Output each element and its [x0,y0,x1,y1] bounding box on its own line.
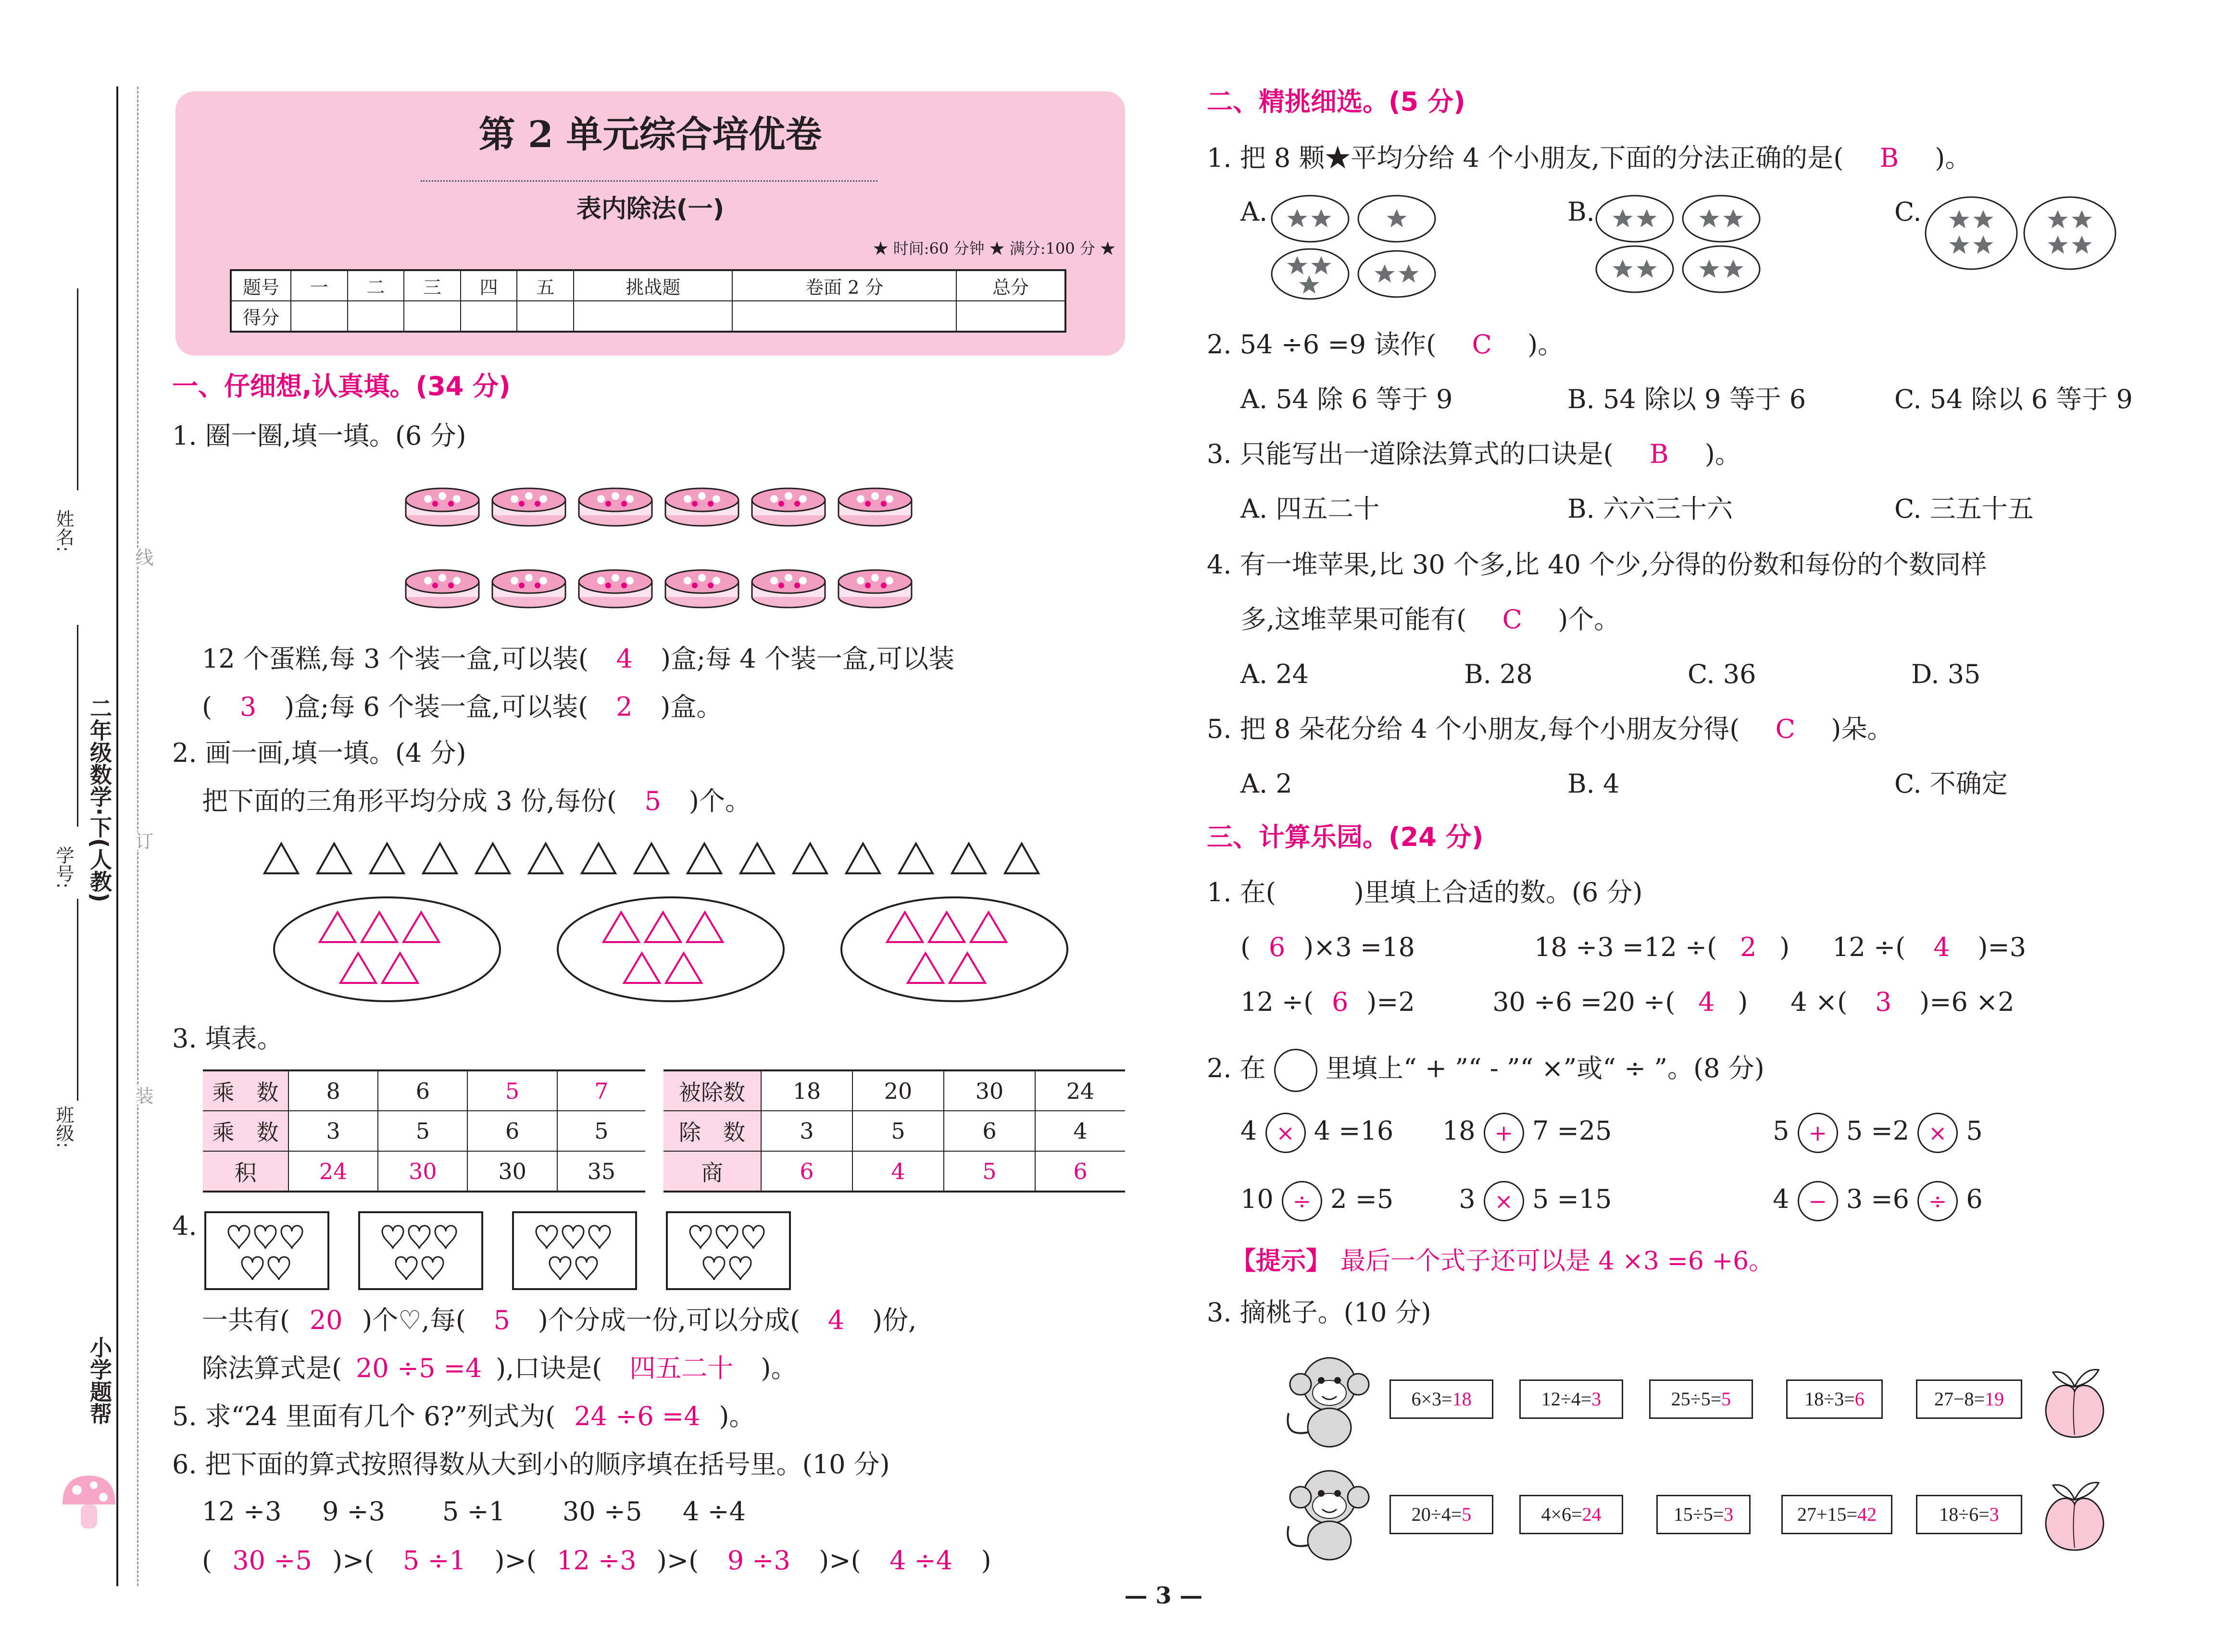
fill-table-divide [663,1069,1125,1192]
q1-answer-1[interactable]: 4 [616,644,633,674]
operator-circle[interactable]: + [1798,1113,1838,1153]
p3-text: )=6 ×2 [1919,987,2015,1017]
q4-text: )个分成一份,可以分成( [538,1305,801,1335]
equation-text: 18÷3= [1804,1388,1855,1410]
peach-equation [1781,1495,1892,1534]
score-table-header-row [231,270,1065,301]
mushroom-logo [58,1471,120,1533]
score-input[interactable] [348,301,404,332]
p3-q1-answer[interactable]: 6 [1268,932,1286,962]
table-row [663,1151,1125,1192]
equation-answer[interactable]: 42 [1857,1503,1877,1525]
p3-q1-answer[interactable]: 6 [1332,987,1349,1017]
p2-q5-answer[interactable]: C [1775,714,1795,744]
p3-text: ) [1779,932,1790,962]
table-row [663,1111,1125,1151]
q5-text: )。 [719,1401,755,1431]
q1-line2 [202,692,722,722]
score-cell: 总分 [956,270,1065,301]
p2-q1-option-b-label: B. [1567,197,1595,227]
peach-equation [1916,1379,2022,1419]
q1-answer-2[interactable]: 3 [239,692,257,722]
score-input[interactable] [461,301,517,332]
table-cell: 6 [378,1070,467,1111]
table-cell: 24 [1066,1078,1095,1104]
p2-q4-answer[interactable]: C [1502,604,1522,634]
table-cell: 3 [761,1111,852,1151]
score-input[interactable] [404,301,461,332]
q2-answer[interactable]: 5 [644,786,662,816]
score-cell: 挑战题 [574,270,732,301]
score-input[interactable] [574,301,732,332]
p3-q2-num: 5 [1773,1116,1790,1146]
q1-text: )盒;每 4 个装一盒,可以装 [660,644,955,674]
row-label: 乘 数 [203,1070,288,1111]
p2-q4-option-c[interactable]: C. 36 [1688,659,1756,689]
peach-equation [1916,1495,2022,1534]
p2-q3-answer[interactable]: B [1649,439,1669,469]
table-answer-cell[interactable]: 30 [378,1151,467,1192]
p3-q3-prompt: 3. 摘桃子。(10 分) [1207,1297,1431,1328]
p2-q4-line2 [1240,605,1620,634]
p3-q1-answer[interactable]: 4 [1933,932,1950,962]
page-title: 第 2 单元综合培优卷 [478,113,822,156]
p2-q3-option-c[interactable]: C. 三五十五 [1894,494,2034,524]
id-label: 学号: [53,846,74,889]
q1-text: )盒。 [660,692,723,722]
row-label: 积 [203,1151,288,1192]
q3-prompt: 3. 填表。 [172,1023,283,1054]
p3-q2-text: 5 =15 [1532,1184,1612,1214]
equation-answer[interactable]: 24 [1582,1503,1602,1525]
q1-prompt: 1. 圈一圈,填一填。(6 分) [172,421,466,451]
q4-line2 [202,1354,797,1383]
p3-q2-text: 5 =2 [1846,1116,1909,1146]
table-row [203,1111,645,1151]
p3-text: )=3 [1978,932,2027,962]
equation-answer[interactable]: 5 [1721,1388,1731,1410]
p3-q1-row2 [1240,987,2015,1017]
page-subtitle: 表内除法(一) [576,195,725,224]
table-answer-cell[interactable]: 6 [1073,1158,1088,1184]
equation-answer[interactable]: 18 [1452,1388,1472,1410]
p2-q4-text: 多,这堆苹果可能有( [1240,604,1467,634]
table-answer-cell[interactable]: 5 [467,1070,557,1111]
q6-prompt: 6. 把下面的算式按照得数从大到小的顺序填在括号里。(10 分) [172,1449,890,1479]
p2-q4-option-b[interactable]: B. 28 [1464,659,1533,689]
p2-q2-option-c[interactable]: C. 54 除以 6 等于 9 [1894,384,2133,414]
operator-circle[interactable]: × [1265,1113,1306,1153]
p3-text: 18 ÷3 =12 ÷( [1534,932,1717,962]
table-cell: 20 [852,1070,944,1111]
q6-answer[interactable]: 5 ÷1 [402,1545,466,1576]
p3-text: ( [1240,932,1251,962]
q6-answer[interactable]: 4 ÷4 [889,1545,953,1576]
operator-circle[interactable]: × [1484,1181,1524,1221]
peach-equation [1649,1379,1753,1419]
equation-answer[interactable]: 5 [1462,1503,1472,1525]
q4-answer-1[interactable]: 20 [309,1305,343,1335]
score-input[interactable] [956,301,1065,332]
table-cell: 8 [288,1070,378,1111]
equation-text: 6×3= [1411,1388,1452,1410]
p3-q2-num: 10 [1240,1184,1274,1214]
p2-q1-text: )。 [1935,143,1971,173]
q1-text: ( [202,692,213,722]
q4-text: 一共有( [202,1305,290,1335]
page-number: — 3 — [1124,1582,1203,1609]
peach-equation [1389,1495,1493,1534]
table-row [203,1151,645,1192]
q6-expr: 12 ÷3 [202,1496,282,1527]
triangle-row [262,839,1055,877]
q4-answer-3[interactable]: 4 [827,1305,845,1335]
class-label: 班级: [53,1105,74,1148]
score-cell: 一 [291,270,348,301]
peach-equation [1786,1379,1883,1419]
p3-text: 12 ÷( [1240,987,1314,1017]
operator-circle[interactable]: ÷ [1917,1181,1958,1221]
brand-label: 小学题帮 [87,1336,113,1425]
q2-text: 把下面的三角形平均分成 3 份,每份( [202,786,617,816]
score-cell: 得分 [231,301,291,332]
p2-q2-text: )。 [1527,329,1564,360]
p3-q2-prompt [1207,1048,1765,1092]
p2-q4-text: )个。 [1558,604,1620,634]
p2-q2-line [1207,330,1564,360]
p3-q2-text: 7 =25 [1532,1116,1612,1146]
equation-text: 12÷4= [1541,1388,1592,1410]
hint-label: 【提示】 [1231,1247,1331,1276]
equation-answer[interactable]: 3 [1724,1503,1734,1525]
equation-text: 4×6= [1541,1503,1582,1525]
part2-heading: 二、精挑细选。(5 分) [1207,87,1465,117]
q5-answer[interactable]: 24 ÷6 =4 [574,1401,701,1431]
q2-text: )个。 [688,786,751,816]
p3-q2-num: 4 [1240,1116,1257,1146]
heart-boxes [204,1211,801,1293]
q4-text: 除法算式是( [202,1353,342,1383]
table-cell: 4 [1073,1118,1088,1144]
monkey-icon [1274,1464,1385,1565]
equation-text: 20÷4= [1411,1503,1462,1525]
p2-q5-line [1207,714,1893,744]
p3-q2-num: 5 [1966,1116,1983,1146]
q6-answer[interactable]: 9 ÷3 [727,1545,790,1576]
p2-q3-text: )。 [1704,439,1741,469]
p2-q3-option-a[interactable]: A. 四五二十 [1240,494,1380,524]
hint-line [1231,1247,1774,1276]
p3-q2-num: 3 [1459,1184,1476,1214]
row-label: 被除数 [663,1070,761,1111]
p3-q2-text: 里填上“ + ”“ - ”“ ×”或“ ÷ ”。(8 分) [1326,1053,1765,1083]
p2-q5-option-b[interactable]: B. 4 [1567,769,1620,799]
peach-icon [2034,1473,2115,1555]
q4-text: )个♡,每( [362,1305,466,1335]
table-answer-cell[interactable]: 24 [288,1151,378,1192]
table-answer-cell[interactable]: 6 [761,1151,852,1192]
p3-q1-answer[interactable]: 4 [1698,987,1715,1017]
p3-text: 30 ÷6 =20 ÷( [1492,987,1676,1017]
table-cell: 3 [288,1111,378,1151]
table-row [203,1070,645,1111]
part3-heading: 三、计算乐园。(24 分) [1207,822,1484,852]
q6-answers: ( 30 ÷5 )>( 5 ÷1 )>( 12 ÷3 )>( 9 ÷3 )>( 4 ÷4 ) [202,1545,991,1576]
cut-mark-line: 线 [132,548,153,566]
p3-q2-text: 3 =6 [1846,1184,1909,1214]
p3-q2-text: 4 =16 [1314,1116,1394,1146]
q6-answer[interactable]: 30 ÷5 [232,1545,312,1576]
table-cell: 5 [594,1118,609,1144]
equation-text: 18÷6= [1939,1503,1990,1525]
score-table-score-row [231,301,1065,332]
star-options [1269,190,2125,305]
score-cell: 四 [461,270,517,301]
q5-text: 5. 求“24 里面有几个 6?”列式为( [172,1401,556,1431]
p2-q4-line1: 4. 有一堆苹果,比 30 个多,比 40 个少,分得的份数和每份的个数同样 [1207,549,1987,580]
id-underline [77,625,78,827]
p3-q1-prompt: 1. 在( )里填上合适的数。(6 分) [1207,877,1643,907]
q6-expr: 5 ÷1 [442,1496,506,1527]
table-cell: 35 [587,1158,616,1184]
p2-q5-option-c[interactable]: C. 不确定 [1894,769,2008,799]
q6-expr: 4 ÷4 [683,1496,746,1527]
blank-circle-icon [1274,1049,1317,1092]
q4-answer-4[interactable]: 20 ÷5 =4 [355,1353,482,1383]
q4-text: )份, [872,1305,917,1335]
table-cell: 30 [944,1070,1035,1111]
name-label: 姓名: [53,509,74,552]
score-cell: 三 [404,270,461,301]
score-cell: 二 [348,270,404,301]
score-input[interactable] [291,301,348,332]
exam-meta: ★ 时间:60 分钟 ★ 满分:100 分 ★ [873,239,1115,258]
p3-text: 4 ×( [1790,987,1848,1017]
p2-q5-text: )朵。 [1831,714,1893,744]
table-cell: 6 [467,1111,557,1151]
monkey-icon [1274,1351,1385,1452]
grade-label: 二年级数学·下(人教) [87,697,113,903]
equation-answer[interactable]: 6 [1854,1388,1865,1410]
table-cell: 18 [761,1070,852,1111]
p2-q4-option-d[interactable]: D. 35 [1911,659,1981,689]
q1-line1 [202,644,954,674]
score-cell: 五 [517,270,574,301]
peach-equation [1389,1379,1493,1419]
q4-text: )。 [761,1353,797,1383]
class-underline [77,899,78,1101]
cake-grid [404,476,923,620]
p3-text: )×3 =18 [1303,932,1415,962]
p3-q2-text: 2. 在 [1207,1053,1266,1083]
p3-q2-num: 4 [1773,1184,1790,1214]
score-table [230,269,1066,333]
q2-prompt: 2. 画一画,填一填。(4 分) [172,738,466,768]
cut-mark-ding: 订 [132,832,153,850]
peach-equation [1519,1495,1623,1534]
q4-text: ),口诀是( [496,1353,602,1383]
q4-answer-2[interactable]: 5 [493,1305,510,1335]
hint-text: 最后一个式子还可以是 4 ×3 =6 +6。 [1340,1247,1774,1276]
q1-text: 12 个蛋糕,每 3 个装一盒,可以装( [202,644,588,674]
table-cell: 6 [944,1111,1035,1151]
table-cell: 5 [378,1111,467,1151]
table-row [663,1070,1125,1111]
p3-q1-answer[interactable]: 3 [1875,987,1892,1017]
score-input[interactable] [732,301,956,332]
q6-expr: 9 ÷3 [322,1496,386,1527]
p3-q2-row1 [1240,1110,1983,1153]
p2-q2-answer[interactable]: C [1472,329,1492,360]
q5-line [172,1402,755,1431]
table-answer-cell[interactable]: 7 [594,1078,609,1104]
p2-q3-option-b[interactable]: B. 六六三十六 [1567,494,1733,524]
equation-text: 27−8= [1934,1388,1985,1410]
q1-text: )盒;每 6 个装一盒,可以装( [284,692,588,722]
p2-q1-line [1207,143,1971,173]
q6-answer[interactable]: 12 ÷3 [557,1545,637,1576]
p2-q3-line [1207,439,1741,469]
p2-q2-option-a[interactable]: A. 54 除 6 等于 9 [1240,384,1453,414]
score-cell: 题号 [231,270,291,301]
peach-equation [1519,1379,1623,1419]
p2-q1-answer[interactable]: B [1879,143,1899,173]
peach-icon [2034,1360,2115,1442]
title-rule [421,180,877,182]
equation-text: 15÷5= [1673,1503,1724,1525]
table-cell: 5 [852,1111,944,1151]
fill-table-multiply [203,1069,645,1192]
name-underline [77,288,78,490]
p2-q4-option-a[interactable]: A. 24 [1240,659,1309,689]
p3-q2-num: 18 [1442,1116,1476,1146]
operator-circle[interactable]: ÷ [1282,1181,1322,1221]
p3-q2-row2 [1240,1179,1983,1221]
q6-exprs [202,1497,779,1527]
score-cell: 卷面 2 分 [732,270,956,301]
q1-answer-3[interactable]: 2 [616,692,633,722]
q4-answer-5[interactable]: 四五二十 [629,1353,734,1383]
equation-text: 27+15= [1797,1503,1858,1525]
equation-answer[interactable]: 3 [1591,1388,1602,1410]
operator-circle[interactable]: × [1917,1113,1958,1153]
q4-line1 [202,1305,916,1335]
row-label: 乘 数 [203,1111,288,1151]
operator-circle[interactable]: + [1484,1113,1524,1153]
p2-q1-option-c-label: C. [1894,197,1922,227]
p2-q2-text: 2. 54 ÷6 =9 读作( [1207,329,1437,360]
p3-q2-num: 6 [1966,1184,1983,1214]
p3-text: ) [1738,987,1748,1017]
p2-q2-option-b[interactable]: B. 54 除以 9 等于 6 [1567,384,1806,414]
q6-expr: 30 ÷5 [563,1496,642,1527]
p2-q5-text: 5. 把 8 朵花分给 4 个小朋友,每个小朋友分得( [1207,714,1740,744]
equation-answer[interactable]: 3 [1989,1503,1999,1525]
part1-heading: 一、仔细想,认真填。(34 分) [172,371,511,401]
p3-q1-answer[interactable]: 2 [1740,932,1757,962]
table-answer-cell[interactable]: 4 [852,1151,944,1192]
binding-line-outer [116,87,118,1586]
p2-q5-option-a[interactable]: A. 2 [1240,769,1292,799]
triangle-groups [272,894,1070,1005]
p3-text: 12 ÷( [1832,932,1906,962]
p3-q1-row1 [1240,932,2026,962]
operator-circle[interactable]: − [1798,1181,1838,1221]
p3-text: )=2 [1366,987,1415,1017]
cut-mark-zhuang: 装 [132,1086,153,1105]
table-answer-cell[interactable]: 5 [944,1151,1035,1192]
p2-q3-text: 3. 只能写出一道除法算式的口诀是( [1207,439,1614,469]
p2-q1-text: 1. 把 8 颗★平均分给 4 个小朋友,下面的分法正确的是( [1207,143,1844,173]
p2-q1-option-a-label: A. [1240,197,1268,227]
p3-q2-text: 2 =5 [1330,1184,1394,1214]
score-input[interactable] [517,301,574,332]
equation-answer[interactable]: 19 [1985,1388,2004,1410]
peach-equation [1656,1495,1751,1534]
row-label: 除 数 [663,1111,761,1151]
row-label: 商 [663,1151,761,1192]
q2-line [202,786,751,816]
q4-number: 4. [172,1211,197,1241]
equation-text: 25÷5= [1671,1388,1722,1410]
table-cell: 30 [467,1151,557,1192]
